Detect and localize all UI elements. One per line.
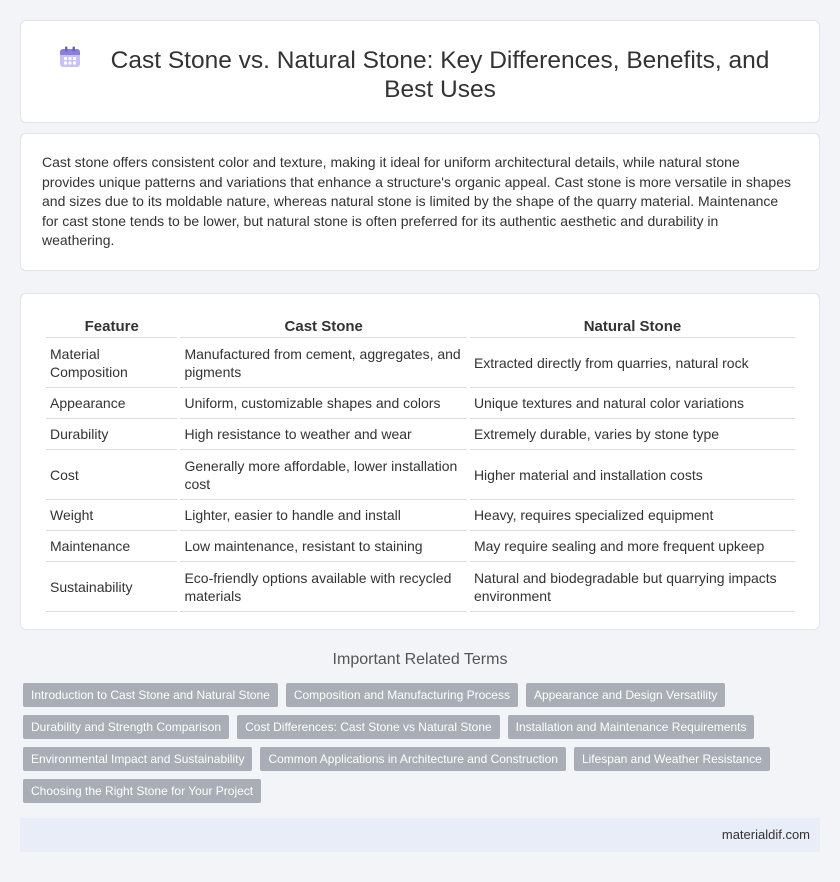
related-term-tag[interactable]: Appearance and Design Versatility [526,683,725,707]
cast-stone-cell: High resistance to weather and wear [180,419,466,450]
related-term-tag[interactable]: Choosing the Right Stone for Your Project [23,779,261,803]
footer [20,818,820,852]
table-row [46,388,795,419]
table-row [46,531,795,562]
natural-stone-cell: Heavy, requires specialized equipment [470,500,795,531]
related-term-tag[interactable]: Cost Differences: Cast Stone vs Natural Stone [237,715,500,739]
comparison-table [43,314,798,612]
related-term-tag[interactable]: Installation and Maintenance Requirements [508,715,755,739]
cast-stone-cell: Lighter, easier to handle and install [180,500,466,531]
related-terms-list [23,683,783,803]
table-header-row [46,314,795,338]
header-natural-stone: Natural Stone [470,314,795,338]
feature-cell: Durability [46,419,177,450]
related-term-tag[interactable]: Lifespan and Weather Resistance [574,747,770,771]
footer-site-link[interactable]: materialdif.com [721,827,810,842]
natural-stone-cell: Extracted directly from quarries, natural rock [470,338,795,388]
comparison-card [20,293,820,630]
natural-stone-cell: Higher material and installation costs [470,450,795,500]
intro-paragraph: Cast stone offers consistent color and texture, making it ideal for uniform architectural details, while natural stone provides unique patterns and variations that enhance a structure's organic appeal. Cast stone is more versatile in shapes and sizes due to its moldable nature, whereas natural stone is limited by the shape of the quarry material. Maintenance for cast stone tends to be lower, but natural stone is often preferred for its authentic aesthetic and durability in weathering. [42,154,791,248]
feature-cell: Material Composition [46,338,177,388]
header-card [20,20,820,123]
related-term-tag[interactable]: Common Applications in Architecture and Construction [260,747,565,771]
table-row [46,419,795,450]
table-row [46,338,795,388]
cast-stone-cell: Low maintenance, resistant to staining [180,531,466,562]
intro-card [20,133,820,271]
related-term-tag[interactable]: Composition and Manufacturing Process [286,683,518,707]
related-term-tag[interactable]: Environmental Impact and Sustainability [23,747,252,771]
feature-cell: Cost [46,450,177,500]
table-row [46,450,795,500]
feature-cell: Appearance [46,388,177,419]
natural-stone-cell: Unique textures and natural color variations [470,388,795,419]
cast-stone-cell: Eco-friendly options available with recycled materials [180,562,466,612]
header-cast-stone: Cast Stone [180,314,466,338]
feature-cell: Weight [46,500,177,531]
table-row [46,500,795,531]
related-term-tag[interactable]: Durability and Strength Comparison [23,715,229,739]
cast-stone-cell: Uniform, customizable shapes and colors [180,388,466,419]
page-title: Cast Stone vs. Natural Stone: Key Differences, Benefits, and Best Uses [110,47,770,103]
cast-stone-cell: Generally more affordable, lower installation cost [180,450,466,500]
header-feature: Feature [46,314,177,338]
feature-cell: Sustainability [46,562,177,612]
natural-stone-cell: May require sealing and more frequent upkeep [470,531,795,562]
natural-stone-cell: Natural and biodegradable but quarrying impacts environment [470,562,795,612]
table-row [46,562,795,612]
feature-cell: Maintenance [46,531,177,562]
natural-stone-cell: Extremely durable, varies by stone type [470,419,795,450]
cast-stone-cell: Manufactured from cement, aggregates, and pigments [180,338,466,388]
related-term-tag[interactable]: Introduction to Cast Stone and Natural Stone [23,683,278,707]
related-terms-title: Important Related Terms [332,651,508,668]
